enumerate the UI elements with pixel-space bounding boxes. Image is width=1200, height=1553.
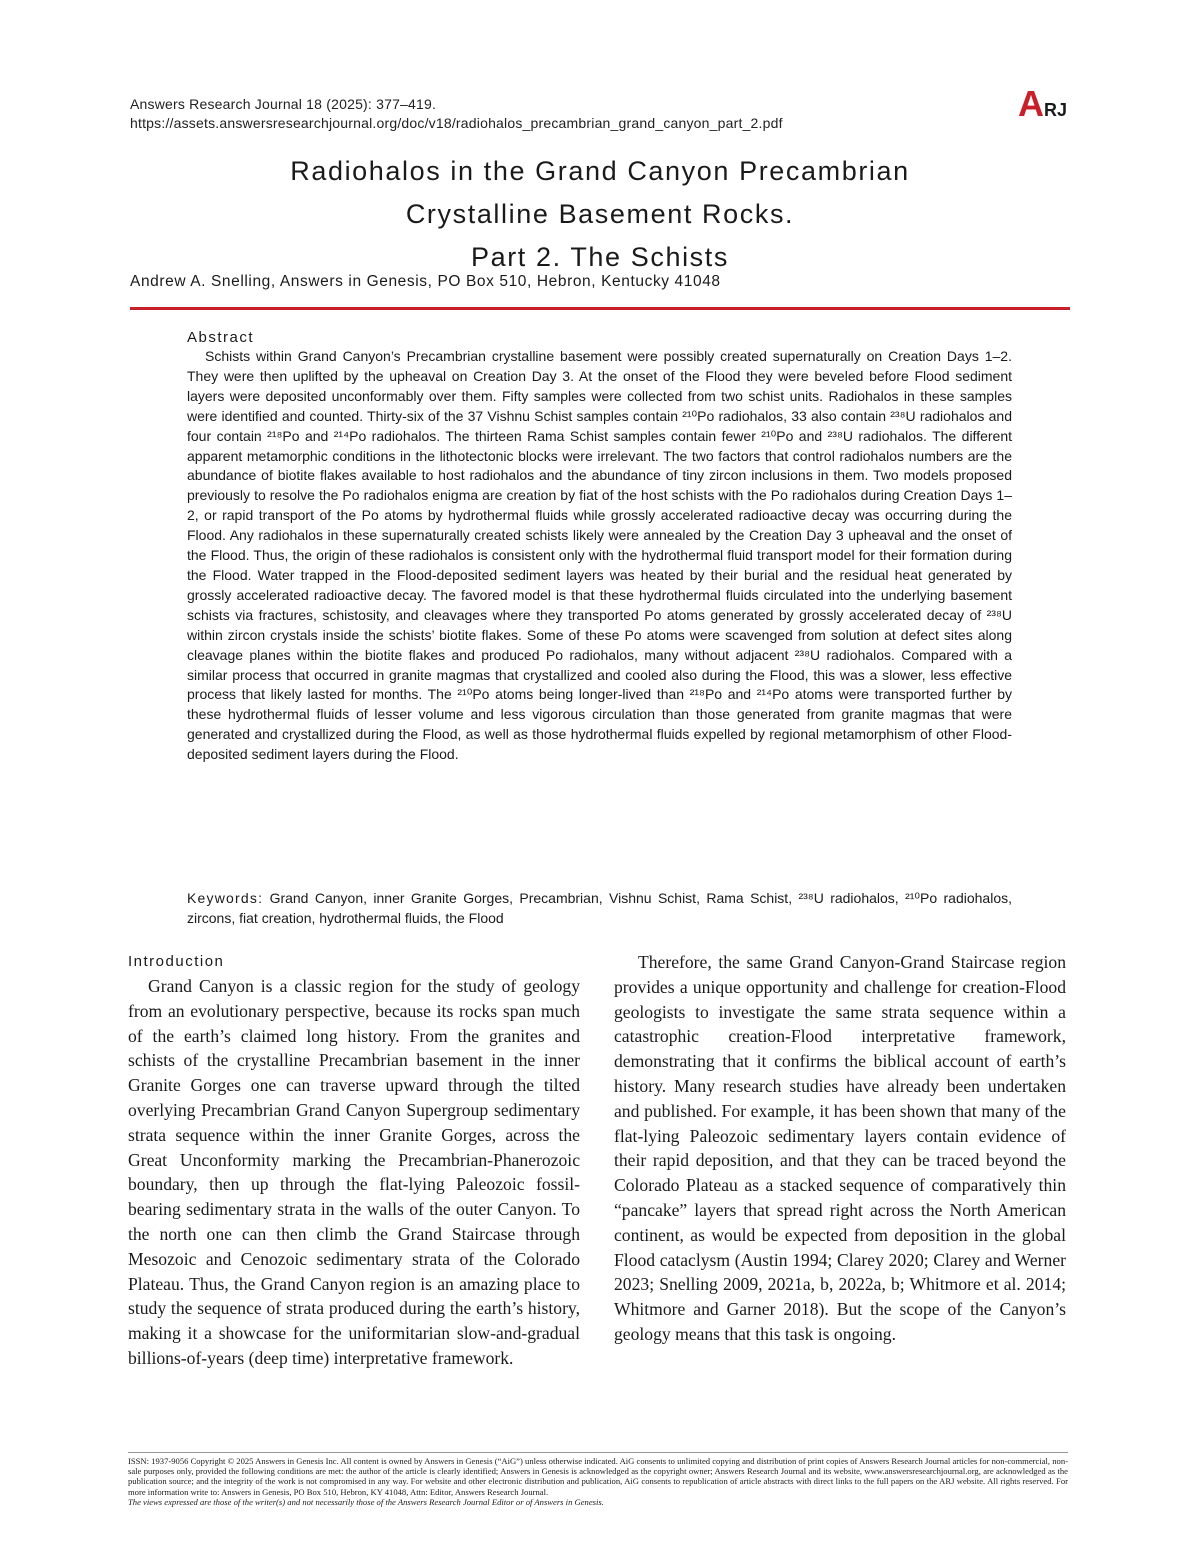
- introduction-paragraph-2: Therefore, the same Grand Canyon-Grand Staircase region provides a unique opportunity and challenge for creation-Flood geologists to investigate the same strata sequence within a catastrophic creation-Flood interpretative framework, demonstrating that it confirms the biblical account of earth’s history. Many research studies have already been undertaken and published. For example, it has been shown that many of the flat-lying Paleozoic sedimentary layers contain evidence of their rapid deposition, and that they can be traced beyond the Colorado Plateau as a stacked sequence of comparatively thin “pancake” layers that spread right across the North American continent, as would be expected from deposition in the global Flood cataclysm (Austin 1994; Clarey 2020; Clarey and Werner 2023; Snelling 2009, 2021a, b, 2022a, b; Whitmore et al. 2014; Whitmore and Garner 2018). But the scope of the Canyon’s geology means that this task is ongoing.: [614, 952, 1066, 1344]
- keywords-label: Keywords:: [187, 890, 264, 906]
- article-url[interactable]: https://assets.answersresearchjournal.org/doc/v18/radiohalos_precambrian_grand_canyon_part_2.pdf: [130, 115, 783, 131]
- column-right: [614, 950, 1066, 1347]
- column-left: [128, 950, 580, 1371]
- title-divider: [130, 307, 1070, 310]
- journal-citation: Answers Research Journal 18 (2025): 377–419.: [130, 96, 437, 112]
- arj-logo: [1018, 83, 1068, 128]
- title-line-1: Radiohalos in the Grand Canyon Precambrian: [290, 156, 910, 186]
- introduction-paragraph-1: Grand Canyon is a classic region for the study of geology from an evolutionary perspective, because its rocks span much of the earth’s claimed long history. From the granites and schists of the crystalline Precambrian basement in the inner Granite Gorges one can traverse upward through the tilted overlying Precambrian Grand Canyon Supergroup sedimentary strata sequence within the inner Granite Gorges, across the Great Unconformity marking the Precambrian-Phanerozoic boundary, then up through the flat-lying Paleozoic fossil-bearing sedimentary strata in the walls of the outer Canyon. To the north one can then climb the Grand Staircase through Mesozoic and Cenozoic sedimentary strata of the Colorado Plateau. Thus, the Grand Canyon region is an amazing place to study the sequence of strata produced during the earth’s history, making it a showcase for the uniformitarian slow-and-gradual billions-of-years (deep time) interpretative framework.: [128, 976, 580, 1368]
- logo-letter-a: A: [1018, 83, 1044, 124]
- title-line-3: Part 2. The Schists: [470, 242, 729, 272]
- title-line-2: Crystalline Basement Rocks.: [405, 199, 795, 229]
- article-title: [130, 150, 1070, 279]
- views-disclaimer: The views expressed are those of the writer(s) and not necessarily those of the Answers Research Journal Editor or of Answers in Genesis.: [128, 1496, 604, 1507]
- abstract-heading: Abstract: [187, 329, 255, 346]
- footer-divider: [128, 1452, 1068, 1453]
- journal-header: [130, 95, 1010, 133]
- introduction-heading: Introduction: [128, 953, 225, 970]
- author-affiliation: Andrew A. Snelling, Answers in Genesis, PO Box 510, Hebron, Kentucky 41048: [130, 273, 721, 290]
- keywords: [187, 888, 1012, 928]
- abstract-text: Schists within Grand Canyon’s Precambrian crystalline basement were possibly created supernaturally on Creation Days 1–2. They were then uplifted by the upheaval on Creation Day 3. At the onset of the Flood they were beveled before Flood sediment layers were deposited unconformably over them. Fifty samples were collected from two schist units. Radiohalos in these samples were identified and counted. Thirty-six of the 37 Vishnu Schist samples contain ²¹⁰Po radiohalos, 33 also contain ²³⁸U radiohalos and four contain ²¹⁸Po and ²¹⁴Po radiohalos. The thirteen Rama Schist samples contain fewer ²¹⁰Po and ²³⁸U radiohalos. The different apparent metamorphic conditions in the lithotectonic blocks were irrelevant. The two factors that control radiohalos numbers are the abundance of biotite flakes available to host radiohalos and the abundance of tiny zircon inclusions in them. Two models proposed previously to resolve the Po radiohalos enigma are creation by fiat of the host schists with the Po radiohalos during Creation Days 1–2, or rapid transport of the Po atoms by hydrothermal fluids while grossly accelerated radioactive decay was occurring during the Flood. Any radiohalos in these supernaturally created schists likely were annealed by the Creation Day 3 upheaval and the onset of the Flood. Thus, the origin of these radiohalos is consistent only with the hydrothermal fluid transport model for their formation during the Flood. Water trapped in the Flood-deposited sediment layers was heated by their burial and the residual heat generated by grossly accelerated radioactive decay. The favored model is that these hydrothermal fluids circulated into the underlying basement schists via fractures, schistosity, and cleavages where they transported Po atoms generated by grossly accelerated decay of ²³⁸U within zircon crystals inside the schists’ biotite flakes. Some of these Po atoms were scavenged from solution at defect sites along cleavage planes within the biotite flakes and produced Po radiohalos, many without adjacent ²³⁸U radiohalos. Compared with a similar process that occurred in granite magmas that crystallized and cooled also during the Flood, this was a slower, less effective process that likely lasted for months. The ²¹⁰Po atoms being longer-lived than ²¹⁸Po and ²¹⁴Po atoms were transported further by these hydrothermal fluids of lesser volume and less vigorous circulation than those generated from granite magmas that were generated and crystallized during the Flood, as well as those hydrothermal fluids expelled by regional metamorphism of other Flood-deposited sediment layers during the Flood.: [187, 348, 1012, 763]
- copyright-notice: ISSN: 1937-9056 Copyright © 2025 Answers in Genesis Inc. All content is owned by Answers in Genesis (“AiG”) unless otherwise indicated. AiG consents to unlimited copying and distribution of print copies of Answers Research Journal articles for non-commercial, non-sale purposes only, provided the following conditions are met: the author of the article is clearly identified; Answers in Genesis is acknowledged as the copyright owner; Answers Research Journal and its website, www.answersresearchjournal.org, are acknowledged as the publication source; and the integrity of the work is not compromised in any way. For website and other electronic distribution and publication, AiG consents to republication of article abstracts with direct links to the full papers on the ARJ website. All rights reserved. For more information write to: Answers in Genesis, PO Box 510, Hebron, KY 41048, Attn: Editor, Answers Research Journal.: [128, 1456, 1068, 1497]
- copyright-footer: [128, 1456, 1068, 1507]
- keywords-text: Grand Canyon, inner Granite Gorges, Precambrian, Vishnu Schist, Rama Schist, ²³⁸U radiohalos, ²¹⁰Po radiohalos, zircons, fiat creation, hydrothermal fluids, the Flood: [187, 890, 1012, 926]
- logo-letters-rj: RJ: [1044, 100, 1068, 120]
